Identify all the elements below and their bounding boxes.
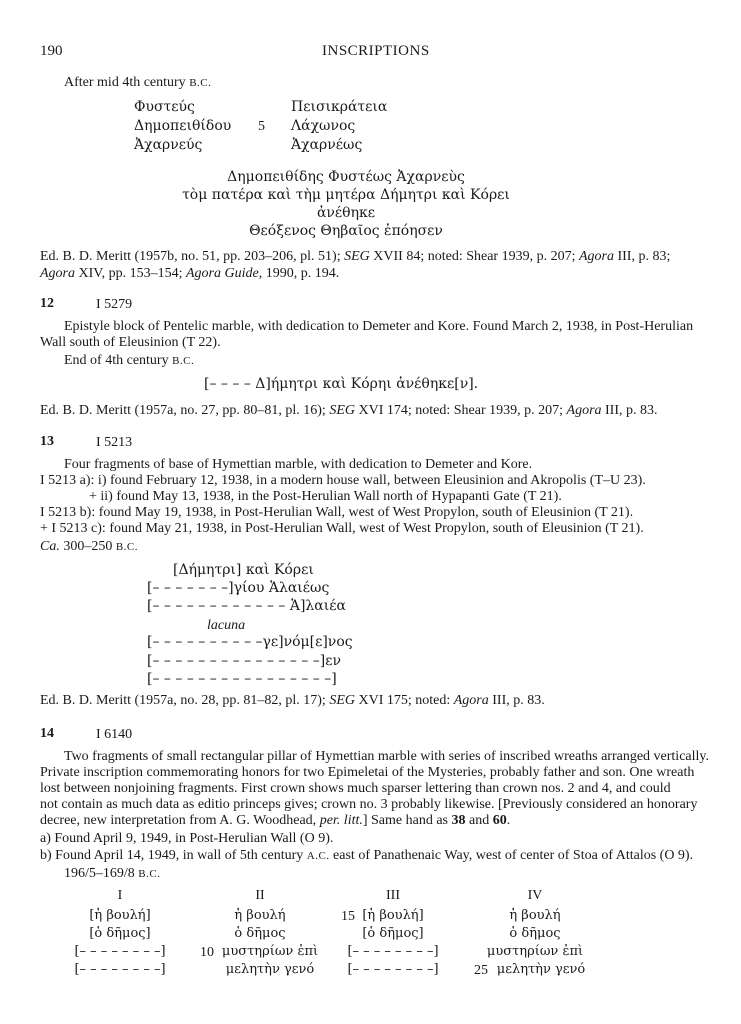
entry14-found-a: a) Found April 9, 1949, in Post-Herulian Wall (O 9). (40, 831, 334, 846)
column-3-line-4: [– – – – – – – –] (347, 962, 439, 977)
entry14-description-4: not contain as much data as editio princeps gives; crown no. 3 probably likewise. [Previously considered an honorary (40, 797, 698, 812)
entry11-edition-line1: Ed. B. D. Meritt (1957b, no. 51, pp. 203–206, pl. 51); SEG XVII 84; noted: Shear 1939, p. 207; Agora III, p. 83; (40, 249, 671, 264)
entry12-inventory: I 5279 (96, 297, 133, 312)
column-1-line-4: [– – – – – – – –] (74, 962, 166, 977)
entry13-inventory: I 5213 (96, 435, 133, 450)
entry13-inscription-7: [– – – – – – – – – – – – – – – –] (147, 671, 337, 687)
entry11-name-left-3: Ἀχαρνεύς (134, 137, 203, 153)
entry13-description-5: + I 5213 c): found May 21, 1938, in Post-Herulian Wall, west of West Propylon, south of Eleusinion (T 21). (40, 521, 644, 536)
column-1-heading: I (117, 888, 123, 903)
column-1-line-1: [ἡ βουλή] (89, 908, 151, 923)
column-4-heading: IV (527, 888, 543, 903)
column-2-line-number: 10 (200, 945, 214, 960)
entry13-description-1: Four fragments of base of Hymettian marble, with dedication to Demeter and Kore. (64, 457, 533, 472)
column-2-line-3: μυστηρίων ἐπὶ (221, 944, 319, 959)
entry12-description-1: Epistyle block of Pentelic marble, with dedication to Demeter and Kore. Found March 2, 1938, in Post-Herulian (64, 319, 694, 334)
entry11-inscription-4: Θεόξενος Θηβαῖος ἐπόησεν (249, 223, 443, 239)
column-1-line-3: [– – – – – – – –] (74, 944, 166, 959)
entry13-inscription-3: [– – – – – – – – – – – – Ἁ]λαιέα (147, 598, 346, 614)
entry11-date: After mid 4th century B.C. (64, 75, 212, 90)
entry11-inscription-1: Δημοπειθίδης Φυστέως Ἀχαρνεὺς (227, 169, 465, 185)
entry13-lacuna: lacuna (207, 618, 246, 633)
entry11-name-left-1: Φυστεύς (134, 99, 195, 115)
entry11-line-number: 5 (258, 119, 265, 134)
entry13-edition: Ed. B. D. Meritt (1957a, no. 28, pp. 81–82, pl. 17); SEG XVI 175; noted: Agora III, p. 83. (40, 693, 545, 708)
page-number: 190 (40, 43, 63, 59)
column-3-line-3: [– – – – – – – –] (347, 944, 439, 959)
entry11-name-right-3: Ἀχαρνέως (291, 137, 363, 153)
entry14-date: 196/5–169/8 B.C. (64, 866, 161, 881)
column-3-line-2: [ὁ δῆμος] (362, 926, 424, 941)
column-2-line-2: ὁ δῆμος (234, 926, 286, 941)
column-2-heading: II (255, 888, 265, 903)
entry13-description-2: I 5213 a): i) found February 12, 1938, in a modern house wall, between Eleusinion and Akropolis (T–U 23). (40, 473, 646, 488)
column-4-line-3: μυστηρίων ἐπὶ (486, 944, 584, 959)
entry11-inscription-3: ἀνέθηκε (316, 205, 376, 221)
entry12-inscription: [– – – – Δ]ήμητρι καὶ Κόρηι ἀνέθηκε[ν]. (204, 376, 479, 392)
entry13-inscription-6: [– – – – – – – – – – – – – – –]εν (147, 653, 341, 669)
entry12-number: 12 (40, 296, 54, 311)
column-3-line-1: [ἡ βουλή] (362, 908, 424, 923)
entry14-description-3: lost between nonjoining fragments. First crown shows much sparser lettering than crown nos. 2 and 4, and could (40, 781, 671, 796)
column-4-line-4: μελητὴν γενό (496, 962, 586, 977)
column-2-line-1: ἡ βουλή (234, 908, 286, 923)
column-3-heading: III (386, 888, 400, 903)
entry13-inscription-1: [Δήμητρι] καὶ Κόρει (173, 562, 314, 578)
entry11-inscription-2: τὸμ πατέρα καὶ τὴμ μητέρα Δήμητρι καὶ Κόρει (182, 187, 510, 203)
column-3-line-number: 15 (341, 909, 355, 924)
column-4-line-number: 25 (474, 963, 488, 978)
entry12-description-2: Wall south of Eleusinion (T 22). (40, 335, 221, 350)
entry13-inscription-2: [– – – – – – –]γίου Ἁλαιέως (147, 580, 330, 596)
entry13-description-4: I 5213 b): found May 19, 1938, in Post-Herulian Wall, west of West Propylon, south of Eleusinion (T 21). (40, 505, 634, 520)
column-2-line-4: μελητὴν γενό (225, 962, 315, 977)
running-title: INSCRIPTIONS (322, 43, 430, 59)
entry12-date: End of 4th century B.C. (64, 353, 195, 368)
column-1-line-2: [ὁ δῆμος] (89, 926, 151, 941)
entry13-inscription-5: [– – – – – – – – – –γε]νόμ[ε]νος (147, 634, 353, 650)
column-4-line-2: ὁ δῆμος (509, 926, 561, 941)
entry12-edition: Ed. B. D. Meritt (1957a, no. 27, pp. 80–81, pl. 16); SEG XVI 174; noted: Shear 1939, p. 207; Agora III, p. 83. (40, 403, 658, 418)
entry14-found-b: b) Found April 14, 1949, in wall of 5th century A.C. east of Panathenaic Way, west of center of Stoa of Attalos (O 9). (40, 848, 694, 863)
entry11-name-right-2: Λάχωνος (291, 118, 356, 134)
entry14-description-2: Private inscription commemorating honors for two Epimeletai of the Mysteries, probably father and son. One wreath (40, 765, 695, 780)
entry14-description-1: Two fragments of small rectangular pillar of Hymettian marble with series of inscribed wreaths arranged vertically. (64, 749, 709, 764)
entry11-name-right-1: Πεισικράτεια (291, 99, 388, 115)
entry13-number: 13 (40, 434, 54, 449)
column-4-line-1: ἡ βουλή (509, 908, 561, 923)
entry11-edition-line2: Agora XIV, pp. 153–154; Agora Guide, 1990, p. 194. (40, 266, 340, 281)
entry14-number: 14 (40, 726, 54, 741)
entry14-inventory: I 6140 (96, 727, 133, 742)
entry13-description-3: + ii) found May 13, 1938, in the Post-Herulian Wall north of Hypapanti Gate (T 21). (89, 489, 562, 504)
entry13-date: Ca. 300–250 B.C. (40, 539, 139, 554)
entry14-description-5: decree, new interpretation from A. G. Woodhead, per. litt.] Same hand as 38 and 60. (40, 813, 511, 828)
entry11-name-left-2: Δημοπειθίδου (134, 118, 232, 134)
